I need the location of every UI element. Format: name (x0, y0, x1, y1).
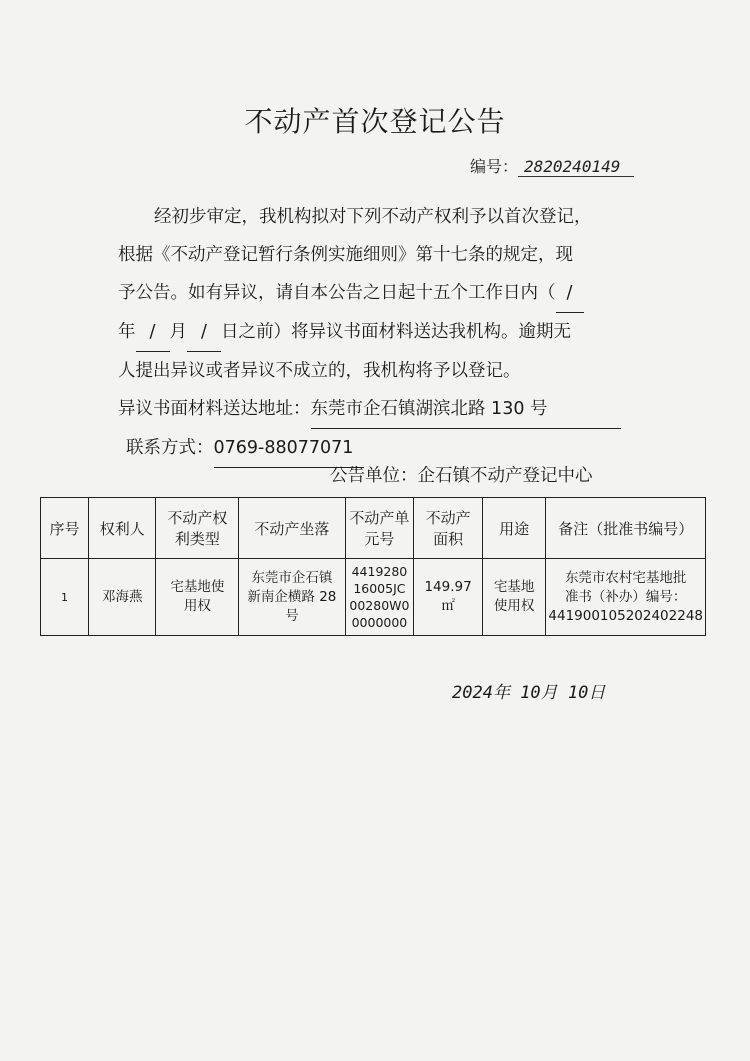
address-label: 异议书面材料送达地址： (118, 399, 311, 419)
blank-day: / (187, 313, 221, 352)
year-label: 年 (118, 322, 136, 342)
body-line-4 (118, 313, 678, 352)
registration-table (40, 497, 706, 636)
table-row (41, 559, 706, 636)
table-header-row (41, 498, 706, 559)
contact-value: 0769-88077071 (214, 429, 364, 468)
blank-month: / (136, 313, 170, 352)
address-line (118, 390, 678, 429)
cell-use: 宅基地 使用权 (482, 559, 546, 636)
header-location: 不动产坐落 (239, 498, 345, 559)
body-line-5: 人提出异议或者异议不成立的，我机构将予以登记。 (118, 361, 521, 381)
cell-owner: 邓海燕 (89, 559, 156, 636)
body-line-2: 根据《不动产登记暂行条例实施细则》第十七条的规定，现 (118, 245, 573, 265)
contact-label: 联系方式： (126, 438, 214, 458)
header-use: 用途 (482, 498, 546, 559)
header-owner: 权利人 (89, 498, 156, 559)
serial-number (470, 154, 634, 177)
cell-note: 东莞市农村宅基地批 准书（补办）编号： 441900105202402248 (546, 559, 706, 636)
body-line-1: 经初步审定，我机构拟对下列不动产权利予以首次登记， (154, 207, 592, 227)
month-label: 月 (169, 322, 187, 342)
cell-unit-no: 4419280 16005JC 00280W0 0000000 (345, 559, 414, 636)
blank-year: / (556, 274, 584, 313)
header-no: 序号 (41, 498, 89, 559)
announcement-date: 2024年 10月 10日 (452, 683, 606, 703)
cell-right-type: 宅基地使 用权 (156, 559, 239, 636)
header-area: 不动产 面积 (414, 498, 482, 559)
serial-label: 编号： (470, 157, 519, 176)
body-line-3 (118, 274, 678, 313)
header-unit-no: 不动产单 元号 (345, 498, 414, 559)
cell-no: 1 (41, 559, 89, 636)
header-right-type: 不动产权 利类型 (156, 498, 239, 559)
page-title: 不动产首次登记公告 (244, 105, 506, 138)
body-line-3-text: 予公告。如有异议，请自本公告之日起十五个工作日内（ (118, 283, 556, 303)
issuer: 公告单位：企石镇不动产登记中心 (330, 466, 593, 486)
header-note: 备注（批准书编号） (546, 498, 706, 559)
serial-value: 2820240149 (518, 157, 634, 177)
address-value: 东莞市企石镇湖滨北路 130 号 (311, 390, 621, 429)
announcement-body (118, 198, 678, 468)
cell-area: 149.97 ㎡ (414, 559, 482, 636)
body-line-4-text: 日之前）将异议书面材料送达我机构。逾期无 (221, 322, 571, 342)
cell-location: 东莞市企石镇 新南企横路 28 号 (239, 559, 345, 636)
